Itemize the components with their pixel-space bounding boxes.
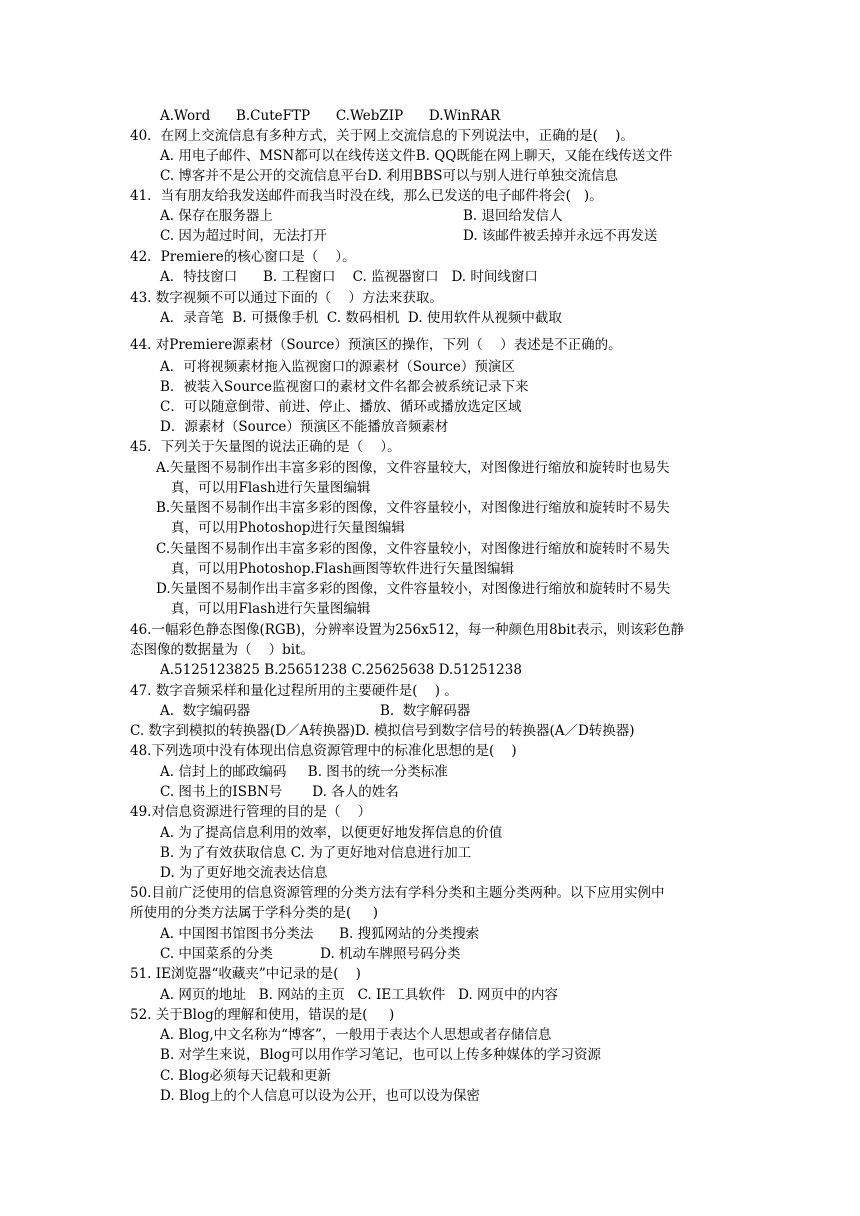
q44-option-b: B．被装入Source监视窗口的素材文件名都会被系统记录下来: [160, 379, 529, 395]
q44-stem: 44. 对Premiere源素材（Source）预演区的操作，下列（ ）表述是不正确的。: [130, 337, 622, 353]
q43-options: A．录音笔 B. 可摄像手机 C. 数码相机 D. 使用软件从视频中截取: [160, 310, 562, 326]
q52-option-c: C. Blog必须每天记载和更新: [160, 1068, 331, 1084]
q46-stem-cont: 态图像的数据量为（ ）bit。: [130, 642, 315, 658]
q47-stem: 47. 数字音频采样和量化过程所用的主要硬件是( ) 。: [130, 683, 458, 699]
q50-stem: 50.目前广泛使用的信息资源管理的分类方法有学科分类和主题分类两种。以下应用实例中: [130, 885, 665, 901]
q47-option-b: B. 数字解码器: [380, 703, 471, 719]
q52-option-b: B. 对学生来说，Blog可以用作学习笔记，也可以上传多种媒体的学习资源: [160, 1047, 602, 1063]
q47-option-a: A. 数字编码器: [160, 703, 251, 719]
q45-option-c-cont: 真，可以用Photoshop.Flash画图等软件进行矢量图编辑: [171, 561, 514, 577]
q43-stem: 43. 数字视频不可以通过下面的（ ）方法来获取。: [130, 290, 443, 306]
q45-option-a-cont: 真，可以用Flash进行矢量图编辑: [171, 480, 371, 496]
q48-option-cd: C. 图书上的ISBN号 D. 各人的姓名: [160, 784, 399, 800]
q50-option-ab: A. 中国图书馆图书分类法 B. 搜狐网站的分类搜索: [160, 926, 480, 942]
q50-option-cd: C. 中国菜系的分类 D. 机动车牌照号码分类: [160, 946, 461, 962]
q45-option-c: C.矢量图不易制作出丰富多彩的图像，文件容量较小，对图像进行缩放和旋转时不易失: [156, 541, 670, 557]
q48-option-ab: A. 信封上的邮政编码 B. 图书的统一分类标准: [160, 764, 448, 780]
q45-option-b: B.矢量图不易制作出丰富多彩的图像，文件容量较小，对图像进行缩放和旋转时不易失: [156, 500, 670, 516]
q46-options: A.5125123825 B.25651238 C.25625638 D.51251238: [160, 662, 522, 678]
q46-stem: 46.一幅彩色静态图像(RGB)，分辨率设置为256x512，每一种颜色用8bit表示，则该彩色静: [130, 622, 684, 638]
q48-stem: 48.下列选项中没有体现出信息资源管理中的标准化思想的是( ): [130, 743, 517, 759]
q41-option-c: C. 因为超过时间，无法打开: [160, 228, 327, 244]
q45-option-d: D.矢量图不易制作出丰富多彩的图像，文件容量较小，对图像进行缩放和旋转时不易失: [156, 581, 671, 597]
q42-stem: 42．Premiere的核心窗口是（ ）。: [130, 249, 356, 265]
q39-options: A.Word B.CuteFTP C.WebZIP D.WinRAR: [160, 108, 501, 124]
q41-stem: 41．当有朋友给我发送邮件而我当时没在线，那么已发送的电子邮件将会( )。: [130, 188, 603, 204]
q40-stem: 40．在网上交流信息有多种方式，关于网上交流信息的下列说法中，正确的是( )。: [130, 128, 634, 144]
q45-option-b-cont: 真，可以用Photoshop进行矢量图编辑: [171, 520, 405, 536]
q41-option-d: D. 该邮件被丢掉并永远不再发送: [463, 228, 658, 244]
q42-options: A．特技窗口 B. 工程窗口 C. 监视器窗口 D. 时间线窗口: [160, 269, 538, 285]
q52-stem: 52. 关于Blog的理解和使用，错误的是( ): [130, 1007, 395, 1023]
q45-stem: 45．下列关于矢量图的说法正确的是（ ）。: [130, 439, 401, 455]
q44-option-c: C．可以随意倒带、前进、停止、播放、循环或播放选定区域: [160, 399, 522, 415]
q49-stem: 49.对信息资源进行管理的目的是（ ）: [130, 804, 372, 820]
q52-option-d: D. Blog上的个人信息可以设为公开，也可以设为保密: [160, 1088, 480, 1104]
q45-option-d-cont: 真，可以用Flash进行矢量图编辑: [171, 601, 371, 617]
q49-option-d: D. 为了更好地交流表达信息: [160, 865, 328, 881]
q41-option-b: B. 退回给发信人: [463, 208, 563, 224]
q49-option-a: A. 为了提高信息利用的效率，以便更好地发挥信息的价值: [160, 825, 503, 841]
q44-option-d: D．源素材（Source）预演区不能播放音频素材: [160, 419, 449, 435]
q52-option-a: A. Blog,中文名称为“博客”，一般用于表达个人思想或者存储信息: [160, 1027, 552, 1043]
q40-option-cd: C. 博客并不是公开的交流信息平台D. 利用BBS可以与别人进行单独交流信息: [160, 168, 618, 184]
q40-option-ab: A. 用电子邮件、MSN都可以在线传送文件B. QQ既能在网上聊天，又能在线传送文件: [160, 148, 673, 164]
q50-stem-cont: 所使用的分类方法属于学科分类的是( ): [130, 905, 378, 921]
q47-option-cd: C. 数字到模拟的转换器(D／A转换器)D. 模拟信号到数字信号的转换器(A／D转换器): [130, 723, 635, 739]
q51-stem: 51. IE浏览器“收藏夹”中记录的是( ): [130, 966, 361, 982]
q49-option-bc: B. 为了有效获取信息 C. 为了更好地对信息进行加工: [160, 845, 472, 861]
q45-option-a: A.矢量图不易制作出丰富多彩的图像，文件容量较大，对图像进行缩放和旋转时也易失: [156, 460, 670, 476]
q41-option-a: A. 保存在服务器上: [160, 208, 273, 224]
q51-options: A. 网页的地址 B. 网站的主页 C. IE工具软件 D. 网页中的内容: [160, 987, 558, 1003]
q44-option-a: A．可将视频素材拖入监视窗口的源素材（Source）预演区: [160, 359, 515, 375]
